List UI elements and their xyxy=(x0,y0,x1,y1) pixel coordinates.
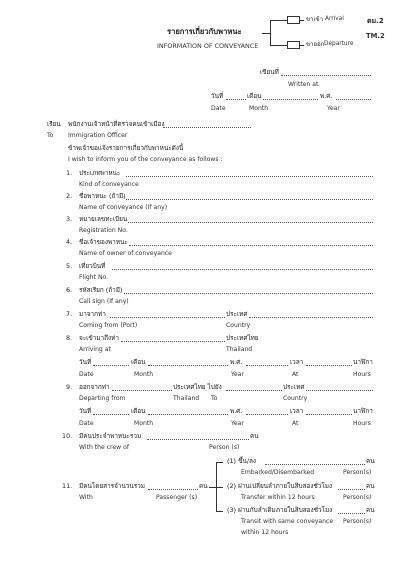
embarked-count-field[interactable] xyxy=(265,464,365,465)
item-9-via-thai: ประเทศไทย ไปยัง xyxy=(173,383,222,391)
item-9-month-english: Month xyxy=(134,420,154,427)
to-body-english: Immigration Officer xyxy=(68,132,128,139)
item-11-label-english: With xyxy=(79,494,93,501)
item-9-thailand-english: Thailand xyxy=(173,395,200,402)
item-9-label-thai: ออกจากท่า xyxy=(79,383,110,391)
item-7-label-thai: มาจากท่า xyxy=(79,310,106,318)
item-8-month-english: Month xyxy=(134,371,154,378)
bracket-stem xyxy=(262,33,270,34)
date-label-english: Date xyxy=(211,105,226,112)
item-8-at-english: At xyxy=(292,371,299,378)
month-label-thai: เดือน xyxy=(247,92,262,100)
sub-item-1-label-english: Embarked/Disembarked xyxy=(241,469,315,476)
sub-item-3-unit-thai: คน xyxy=(366,506,375,514)
subject-field[interactable] xyxy=(163,127,251,128)
item-2-label-thai: ชื่อพาหนะ (ถ้ามี) xyxy=(79,192,126,200)
intro-thai: ข้าพเจ้าขอแจ้งรายการเกี่ยวกับพาหนะดังนี้ xyxy=(68,144,184,152)
item-9-hours-thai: นาฬิกา xyxy=(353,407,373,415)
arrival-date-field[interactable] xyxy=(93,365,129,366)
item-10-label-english: With the crew of xyxy=(79,444,129,451)
departure-date-field[interactable] xyxy=(93,414,129,415)
coming-from-port-field[interactable] xyxy=(110,317,225,318)
title-thai: รายการเกี่ยวกับพาหนะ xyxy=(167,27,242,36)
item-3-label-english: Registration No. xyxy=(79,227,128,234)
subject-label-thai: เรียน xyxy=(47,120,61,128)
item-9-label-english: Departing from xyxy=(79,395,126,402)
name-of-conveyance-field[interactable] xyxy=(126,199,373,200)
sub-item-2-unit-thai: คน xyxy=(366,482,375,490)
item-7-label-english: Coming from (Port) xyxy=(79,322,138,329)
sub-item-3-label-english-line-2: within 12 hours xyxy=(241,529,289,536)
departure-year-field[interactable] xyxy=(246,414,288,415)
item-8-label-english: Arriving at xyxy=(79,346,111,353)
item-9-date-english: Date xyxy=(79,420,94,427)
coming-from-country-field[interactable] xyxy=(249,317,373,318)
item-9-time-thai: เวลา xyxy=(290,407,304,415)
departure-label-english: Departure xyxy=(324,41,354,47)
departure-checkbox[interactable] xyxy=(287,41,300,49)
item-9-to-english: To xyxy=(211,395,218,402)
item-8-number: 8. xyxy=(66,334,73,342)
item-4-number: 4. xyxy=(66,238,73,246)
transit-count-field[interactable] xyxy=(338,513,365,514)
item-8-hours-thai: นาฬิกา xyxy=(353,358,373,366)
item-1-label-thai: ประเภทพาหนะ xyxy=(79,169,121,177)
item-2-number: 2. xyxy=(66,192,73,200)
year-label-thai: พ.ศ. xyxy=(320,92,333,100)
item-10-unit-thai: คน xyxy=(250,432,259,440)
bracket-bottom-arm xyxy=(270,45,287,46)
item-2-label-english: Name of conveyance (If any) xyxy=(79,204,168,211)
item-7-country-english: Country xyxy=(226,322,251,329)
year-label-english: Year xyxy=(327,105,340,112)
passenger-count-field[interactable] xyxy=(148,489,198,490)
sub-item-2-unit-english: Person(s) xyxy=(343,494,372,501)
passenger-bracket-arm-1 xyxy=(216,462,223,463)
item-8-year-english: Year xyxy=(231,371,244,378)
item-1-number: 1. xyxy=(66,169,73,177)
item-9-country-thai: ประเทศ xyxy=(283,383,305,391)
intro-english: I wish to inform you of the conveyance as follows : xyxy=(68,156,223,163)
title-english: INFORMATION OF CONVEYANCE xyxy=(157,42,259,50)
arrival-label-english: Arrival xyxy=(325,16,344,22)
flight-number-field[interactable] xyxy=(112,269,373,270)
item-9-at-english: At xyxy=(292,420,299,427)
item-10-number: 10. xyxy=(62,432,73,440)
arrival-label-thai: ขาเข้า xyxy=(306,16,323,23)
month-field[interactable] xyxy=(263,99,318,100)
written-at-label-english: Written at xyxy=(288,81,319,88)
item-11-number: 11. xyxy=(62,482,73,490)
passenger-bracket-stem xyxy=(209,487,216,488)
departure-month-field[interactable] xyxy=(148,414,228,415)
arrival-year-field[interactable] xyxy=(246,365,288,366)
item-4-label-english: Name of owner of conveyance xyxy=(79,250,172,257)
owner-name-field[interactable] xyxy=(129,245,373,246)
item-8-hours-english: Hours xyxy=(353,371,371,378)
item-9-year-thai: พ.ศ. xyxy=(230,407,243,415)
item-6-label-thai: รหัสเรียก (ถ้ามี) xyxy=(79,286,123,294)
item-8-year-thai: พ.ศ. xyxy=(230,358,243,366)
item-5-number: 5. xyxy=(66,262,73,270)
kind-of-conveyance-field[interactable] xyxy=(126,176,373,177)
item-8-month-thai: เดือน xyxy=(131,358,146,366)
item-7-number: 7. xyxy=(66,310,73,318)
subject-body-thai: พนักงานเจ้าหน้าที่ตรวจคนเข้าเมือง xyxy=(68,120,165,128)
item-5-label-thai: เที่ยวบินที่ xyxy=(79,262,106,270)
call-sign-field[interactable] xyxy=(124,293,373,294)
item-8-country-thai: ประเทศไทย xyxy=(226,334,259,342)
item-8-country-english: Thailand xyxy=(226,346,253,353)
item-11-label-thai: มีคนโดยสารจำนวนรวม xyxy=(79,482,145,490)
departure-label-thai: ขาออก xyxy=(306,41,325,48)
transfer-count-field[interactable] xyxy=(338,489,365,490)
item-9-month-thai: เดือน xyxy=(131,407,146,415)
crew-count-field[interactable] xyxy=(147,439,249,440)
item-9-hours-english: Hours xyxy=(353,420,371,427)
sub-item-3-label-thai: (3) ผ่านกับลำเดิมภายในสิบสองชั่วโมง xyxy=(227,506,333,514)
sub-item-3-unit-english: Person(s) xyxy=(343,518,372,525)
sub-item-3-label-english: Transit with same conveyance xyxy=(241,518,334,525)
item-3-number: 3. xyxy=(66,215,73,223)
item-11-unit-english: Passenger (s) xyxy=(156,494,198,501)
item-10-label-thai: มีคนประจำพาหนะรวม xyxy=(79,432,142,440)
arrival-time-field[interactable] xyxy=(306,365,352,366)
departure-time-field[interactable] xyxy=(306,414,352,415)
form-number-english: TM.2 xyxy=(366,32,385,40)
sub-item-2-label-english: Transfer within 12 hours xyxy=(241,494,315,501)
destination-field[interactable] xyxy=(226,390,282,391)
registration-number-field[interactable] xyxy=(128,222,373,223)
item-8-time-thai: เวลา xyxy=(290,358,304,366)
destination-country-field[interactable] xyxy=(306,390,373,391)
sub-item-1-unit-thai: คน xyxy=(366,457,375,465)
item-8-date-thai: วันที่ xyxy=(79,358,92,366)
item-10-unit-english: Person (s) xyxy=(209,444,240,451)
written-at-label-thai: เขียนที่ xyxy=(260,68,279,76)
item-5-label-english: Flight No. xyxy=(79,274,109,281)
item-8-date-english: Date xyxy=(79,371,94,378)
item-3-label-thai: หมายเลขทะเบียน xyxy=(79,215,128,223)
bracket-top-arm xyxy=(270,20,287,21)
item-4-label-thai: ชื่อเจ้าของพาหนะ xyxy=(79,238,128,246)
bracket-vertical xyxy=(270,20,271,46)
item-9-number: 9. xyxy=(66,383,73,391)
item-9-year-english: Year xyxy=(231,420,244,427)
arrival-tick xyxy=(300,20,304,21)
passenger-bracket-arm-3 xyxy=(216,511,223,512)
arrival-month-field[interactable] xyxy=(148,365,228,366)
departing-port-field[interactable] xyxy=(112,390,172,391)
date-label-thai: วันที่ xyxy=(211,92,224,100)
date-field[interactable] xyxy=(226,99,246,100)
to-label-english: To xyxy=(47,132,54,139)
item-11-unit-thai: คน xyxy=(199,482,208,490)
item-7-country-thai: ประเทศ xyxy=(226,310,248,318)
form-number-thai: ตม.2 xyxy=(367,17,384,25)
departure-tick xyxy=(300,45,304,46)
item-9-date-thai: วันที่ xyxy=(79,407,92,415)
month-label-english: Month xyxy=(249,105,269,112)
year-field[interactable] xyxy=(336,99,371,100)
written-at-field[interactable] xyxy=(281,75,371,76)
item-8-label-thai: จะเข้ามาถึงท่า xyxy=(79,334,119,342)
item-1-label-english: Kind of conveyance xyxy=(79,181,139,188)
passenger-bracket-arm-2 xyxy=(216,487,223,488)
arriving-at-port-field[interactable] xyxy=(121,341,225,342)
item-6-number: 6. xyxy=(66,286,73,294)
sub-item-1-unit-english: Person(s) xyxy=(343,469,372,476)
arrival-checkbox[interactable] xyxy=(287,16,300,24)
sub-item-1-label-thai: (1) ขึ้น/ลง xyxy=(227,457,257,465)
item-6-label-english: Call sign (If any) xyxy=(79,298,129,305)
item-9-country-english: Country xyxy=(283,395,308,402)
sub-item-2-label-thai: (2) ผ่านเปลี่ยนลำภายในสิบสองชั่วโมง xyxy=(227,482,333,490)
